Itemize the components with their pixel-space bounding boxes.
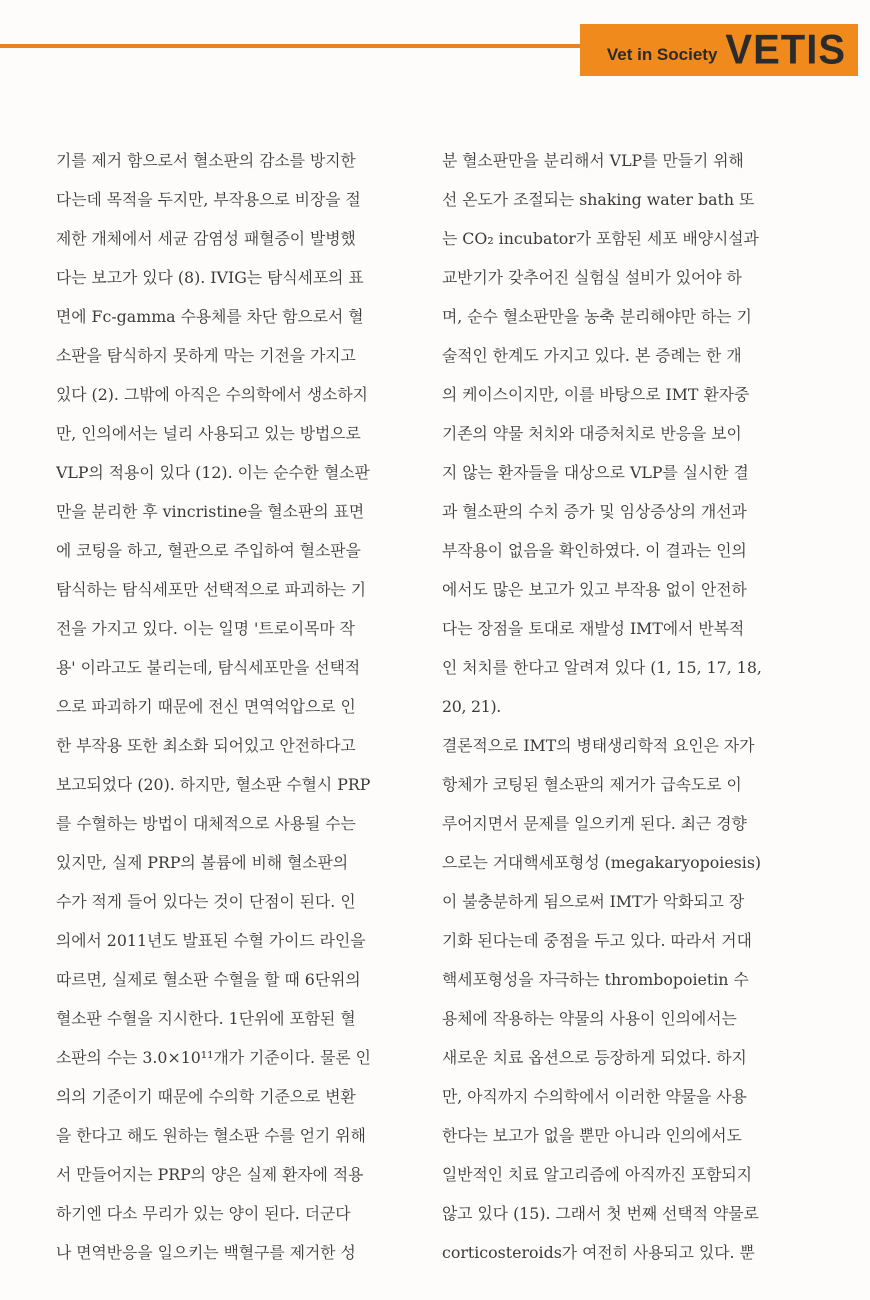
text-line: 소판의 수는 3.0×10¹¹개가 기준이다. 물론 인: [56, 1048, 371, 1067]
text-line: 기화 된다는데 중점을 두고 있다. 따라서 거대: [442, 931, 752, 950]
text-line: 결론적으로 IMT의 병태생리학적 요인은 자가: [442, 736, 755, 755]
text-line: 으로 파괴하기 때문에 전신 면역억압으로 인: [56, 697, 356, 716]
text-line: 루어지면서 문제를 일으키게 된다. 최근 경향: [442, 814, 747, 833]
text-line: 새로운 치료 옵션으로 등장하게 되었다. 하지: [442, 1048, 747, 1067]
text-line: 한다는 보고가 없을 뿐만 아니라 인의에서도: [442, 1126, 742, 1145]
text-line: 부작용이 없음을 확인하였다. 이 결과는 인의: [442, 541, 747, 560]
text-line: 항체가 코팅된 혈소판의 제거가 급속도로 이: [442, 775, 742, 794]
text-line: 따르면, 실제로 혈소판 수혈을 할 때 6단위의: [56, 970, 361, 989]
text-line: 핵세포형성을 자극하는 thrombopoietin 수: [442, 970, 749, 989]
left-text-column: [56, 141, 414, 1272]
header-badge: [580, 24, 858, 76]
text-line: 과 혈소판의 수치 증가 및 임상증상의 개선과: [442, 502, 747, 521]
text-line: 나 면역반응을 일으키는 백혈구를 제거한 성: [56, 1243, 356, 1262]
text-line: 면에 Fc-gamma 수용체를 차단 함으로서 혈: [56, 307, 364, 326]
text-line: 있다 (2). 그밖에 아직은 수의학에서 생소하지: [56, 385, 368, 404]
text-line: 는 CO₂ incubator가 포함된 세포 배양시설과: [442, 229, 759, 248]
text-line: 만, 아직까지 수의학에서 이러한 약물을 사용: [442, 1087, 747, 1106]
text-line: 만, 인의에서는 널리 사용되고 있는 방법으로: [56, 424, 361, 443]
text-line: 있지만, 실제 PRP의 볼륨에 비해 혈소판의: [56, 853, 349, 872]
header-label-big: VETIS: [725, 26, 846, 74]
text-line: 전을 가지고 있다. 이는 일명 '트로이목마 작: [56, 619, 355, 638]
text-line: 기를 제거 함으로서 혈소판의 감소를 방지한: [56, 151, 356, 170]
text-line: 용' 이라고도 불리는데, 탐식세포만을 선택적: [56, 658, 361, 677]
text-line: 의 케이스이지만, 이를 바탕으로 IMT 환자중: [442, 385, 750, 404]
right-text-column: [442, 141, 800, 1272]
text-line: 서 만들어지는 PRP의 양은 실제 환자에 적용: [56, 1165, 364, 1184]
text-line: 혈소판 수혈을 지시한다. 1단위에 포함된 혈: [56, 1009, 356, 1028]
text-line: 의에서 2011년도 발표된 수혈 가이드 라인을: [56, 931, 366, 950]
text-line: 분 혈소판만을 분리해서 VLP를 만들기 위해: [442, 151, 744, 170]
text-line: 제한 개체에서 세균 감염성 패혈증이 발병했: [56, 229, 356, 248]
text-line: 탐식하는 탐식세포만 선택적으로 파괴하는 기: [56, 580, 367, 599]
text-line: 수가 적게 들어 있다는 것이 단점이 된다. 인: [56, 892, 356, 911]
text-line: 술적인 한계도 가지고 있다. 본 증례는 한 개: [442, 346, 742, 365]
text-line: 의의 기준이기 때문에 수의학 기준으로 변환: [56, 1087, 356, 1106]
text-line: 인 처치를 한다고 알려져 있다 (1, 15, 17, 18,: [442, 658, 762, 677]
text-line: 다는 장점을 토대로 재발성 IMT에서 반복적: [442, 619, 745, 638]
text-line: 다는 보고가 있다 (8). IVIG는 탐식세포의 표: [56, 268, 364, 287]
header-label-small: Vet in Society: [606, 45, 718, 64]
text-line: 한 부작용 또한 최소화 되어있고 안전하다고: [56, 736, 356, 755]
text-line: corticosteroids가 여전히 사용되고 있다. 뿐: [442, 1243, 755, 1262]
text-line: 않고 있다 (15). 그래서 첫 번째 선택적 약물로: [442, 1204, 759, 1223]
header-rule: [0, 44, 590, 48]
text-line: 20, 21).: [442, 697, 502, 716]
text-line: 용체에 작용하는 약물의 사용이 인의에서는: [442, 1009, 737, 1028]
text-line: 일반적인 치료 알고리즘에 아직까진 포함되지: [442, 1165, 753, 1184]
text-line: 에 코팅을 하고, 혈관으로 주입하여 혈소판을: [56, 541, 361, 560]
text-line: 선 온도가 조절되는 shaking water bath 또: [442, 190, 755, 209]
text-line: 이 불충분하게 됨으로써 IMT가 악화되고 장: [442, 892, 745, 911]
text-line: 다는데 목적을 두지만, 부작용으로 비장을 절: [56, 190, 361, 209]
text-line: VLP의 적용이 있다 (12). 이는 순수한 혈소판: [56, 463, 370, 482]
text-line: 지 않는 환자들을 대상으로 VLP를 실시한 결: [442, 463, 749, 482]
text-line: 며, 순수 혈소판만을 농축 분리해야만 하는 기: [442, 307, 752, 326]
text-line: 기존의 약물 처치와 대증처치로 반응을 보이: [442, 424, 742, 443]
text-line: 소판을 탐식하지 못하게 막는 기전을 가지고: [56, 346, 356, 365]
text-line: 하기엔 다소 무리가 있는 양이 된다. 더군다: [56, 1204, 351, 1223]
text-line: 교반기가 갖추어진 실험실 설비가 있어야 하: [442, 268, 742, 287]
text-line: 에서도 많은 보고가 있고 부작용 없이 안전하: [442, 580, 747, 599]
text-line: 을 한다고 해도 원하는 혈소판 수를 얻기 위해: [56, 1126, 366, 1145]
text-line: 보고되었다 (20). 하지만, 혈소판 수혈시 PRP: [56, 775, 371, 794]
text-line: 으로는 거대핵세포형성 (megakaryopoiesis): [442, 853, 762, 872]
text-line: 만을 분리한 후 vincristine을 혈소판의 표면: [56, 502, 365, 521]
text-line: 를 수혈하는 방법이 대체적으로 사용될 수는: [56, 814, 356, 833]
